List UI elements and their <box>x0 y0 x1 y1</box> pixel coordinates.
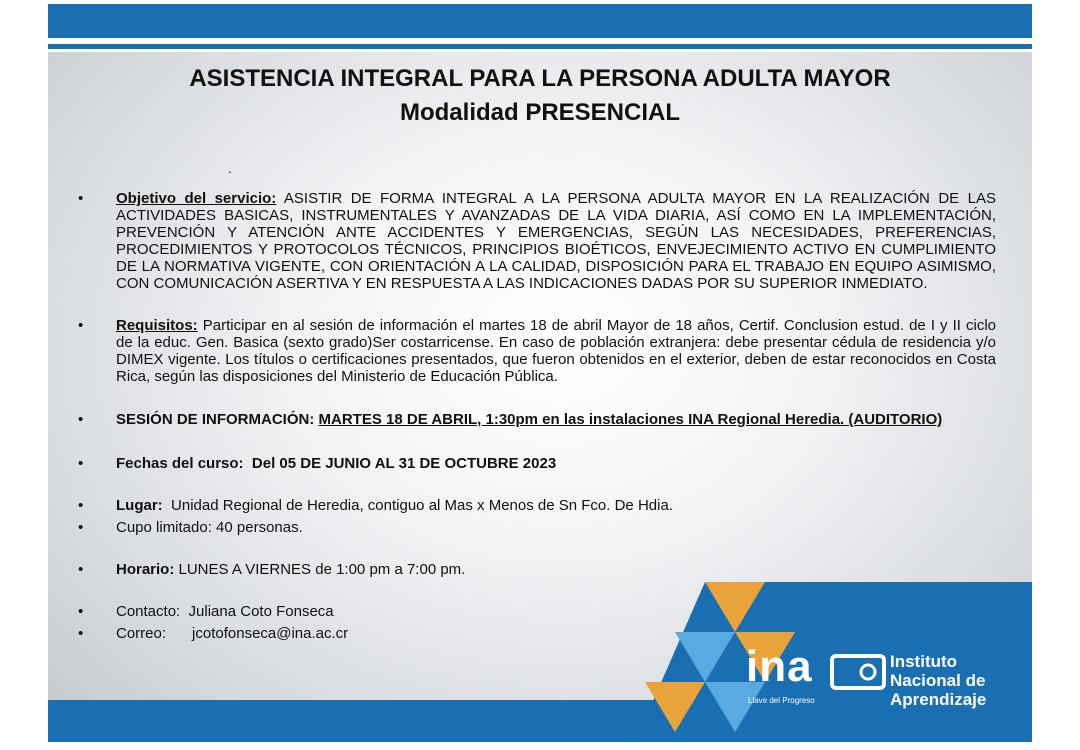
bullet-icon: • <box>78 625 84 642</box>
logo-line-3: Aprendizaje <box>890 690 987 709</box>
objetivo-text: ASISTIR DE FORMA INTEGRAL A LA PERSONA ADULTA MAYOR EN LA REALIZACIÓN DE LAS ACTIVIDADES BASICAS, INSTRUMENTALES Y AVANZADAS DE LA VIDA DIARIA, ASÍ COMO EN LA IMPLEMENTACIÓN, PREVENCIÓN Y ATENCIÓN ANTE ACCIDENTES Y EMERGENCIAS, SEGÚN LAS NECESIDADES, PREFERENCIAS, PROCEDIMIENTOS Y PROTOCOLOS TÉCNICOS, PRINCIPIOS BIOÉTICOS, ENVEJECIMIENTO ACTIVO EN CUMPLIMIENTO DE LA NORMATIVA VIGENTE, CON ORIENTACIÓN A LA CALIDAD, DISPOSICIÓN PARA EL TRABAJO EN EQUIPO ASIMISMO, CON COMUNICACIÓN ASERTIVA Y EN RESPUESTA A LAS INDICACIONES DADAS POR SU SUPERIOR INMEDIATO. <box>116 190 996 292</box>
lugar-label: Lugar: <box>116 497 163 514</box>
stray-dot: . <box>228 160 232 176</box>
logo-tagline: Llave del Progreso <box>748 696 815 705</box>
requisitos-text: Participar en al sesión de información el martes 18 de abril Mayor de 18 años, Certif. Conclusion estud. de I y II ciclo de la educ. Gen. Basica (sexto grado)Ser costarricense. En caso de población extranjera: debe presentar cédula de residencia y/o DIMEX vigente. Los títulos o certificaciones presentados, que fueron obtenidos en el exterior, deben de estar reconocidos en Costa Rica, según las disposiciones del Ministerio de Educación Pública. <box>116 317 996 385</box>
bullet-icon: • <box>78 561 84 578</box>
horario-text: LUNES A VIERNES de 1:00 pm a 7:00 pm. <box>174 561 466 578</box>
correo-label: Correo: <box>116 625 167 642</box>
bullet-icon: • <box>78 497 84 514</box>
horario-label: Horario: <box>116 561 175 578</box>
lugar-text: Unidad Regional de Heredia, contiguo al Mas x Menos de Sn Fco. De Hdia. <box>171 497 673 514</box>
objetivo-label: Objetivo del servicio: <box>116 190 277 207</box>
top-banner-bar <box>48 4 1032 38</box>
key-icon <box>830 652 886 692</box>
fechas-label: Fechas del curso: <box>116 455 244 472</box>
bullet-icon: • <box>78 190 84 207</box>
bullet-icon: • <box>78 519 84 536</box>
top-divider-line <box>48 44 1032 49</box>
logo-institution-name <box>890 652 986 709</box>
sesion-text: MARTES 18 DE ABRIL, 1:30pm en las instalaciones INA Regional Heredia. (AUDITORIO) <box>318 411 943 428</box>
sesion-label: SESIÓN DE INFORMACIÓN: <box>116 411 315 428</box>
bullet-icon: • <box>78 603 84 620</box>
bullet-icon: • <box>78 455 84 472</box>
flyer-slide <box>48 52 1032 742</box>
title-line-2: Modalidad PRESENCIAL <box>399 99 681 126</box>
title-line-1: ASISTENCIA INTEGRAL PARA LA PERSONA ADULTA MAYOR <box>189 65 891 92</box>
logo-line-2: Nacional de <box>890 671 986 690</box>
requisitos-label: Requisitos: <box>116 317 198 334</box>
page-title <box>48 62 1032 130</box>
correo-link[interactable]: jcotofonseca@ina.ac.cr <box>192 625 349 642</box>
logo-line-1: Instituto <box>890 652 958 671</box>
fechas-text: Del 05 DE JUNIO AL 31 DE OCTUBRE 2023 <box>251 455 557 472</box>
bullet-icon: • <box>78 411 84 428</box>
cupo-text: Cupo limitado: 40 personas. <box>116 519 303 536</box>
ina-logo-word: ina <box>746 642 813 691</box>
contacto-text: Contacto: Juliana Coto Fonseca <box>116 603 334 620</box>
bullet-icon: • <box>78 317 84 334</box>
